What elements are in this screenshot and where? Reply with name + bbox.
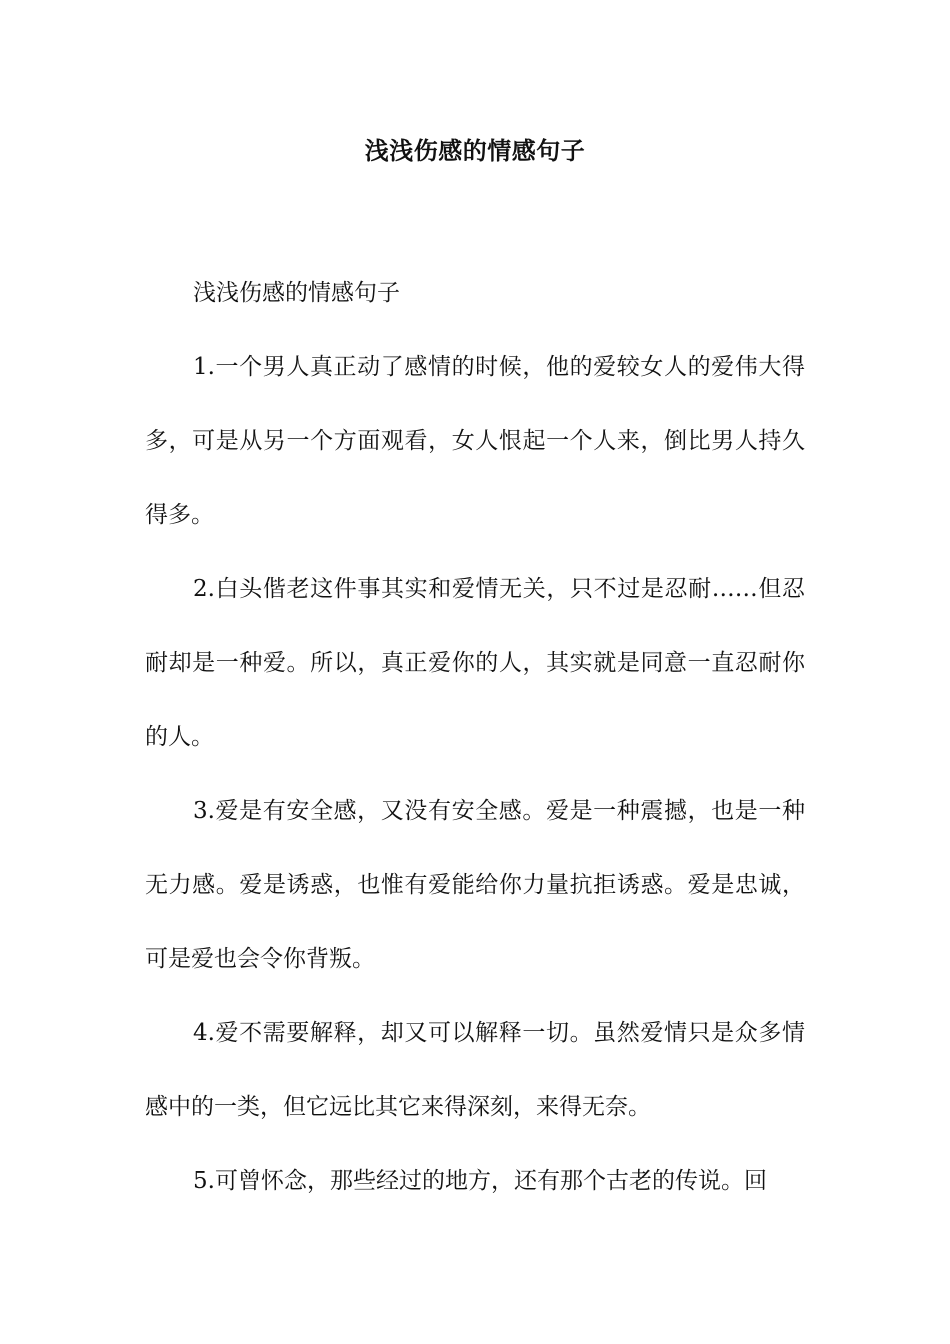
paragraph-5: 5.可曾怀念，那些经过的地方，还有那个古老的传说。回 (193, 1168, 767, 1194)
paragraph-2: 2.白头偕老这件事其实和爱情无关，只不过是忍耐……但忍耐却是一种爱。所以，真正爱你的人，其实就是同意一直忍耐你的人。 (145, 576, 805, 750)
paragraph-4: 4.爱不需要解释，却又可以解释一切。虽然爱情只是众多情感中的一类，但它远比其它来得深刻，来得无奈。 (145, 1020, 805, 1120)
paragraph-1: 1.一个男人真正动了感情的时候，他的爱较女人的爱伟大得多，可是从另一个方面观看，女人恨起一个人来，倒比男人持久得多。 (145, 354, 805, 528)
document-title: 浅浅伤感的情感句子 (364, 136, 586, 165)
paragraph-3: 3.爱是有安全感，又没有安全感。爱是一种震撼，也是一种无力感。爱是诱惑，也惟有爱能给你力量抗拒诱惑。爱是忠诚，可是爱也会令你背叛。 (145, 798, 805, 972)
paragraph-heading: 浅浅伤感的情感句子 (193, 280, 400, 306)
document-body (145, 256, 805, 1218)
